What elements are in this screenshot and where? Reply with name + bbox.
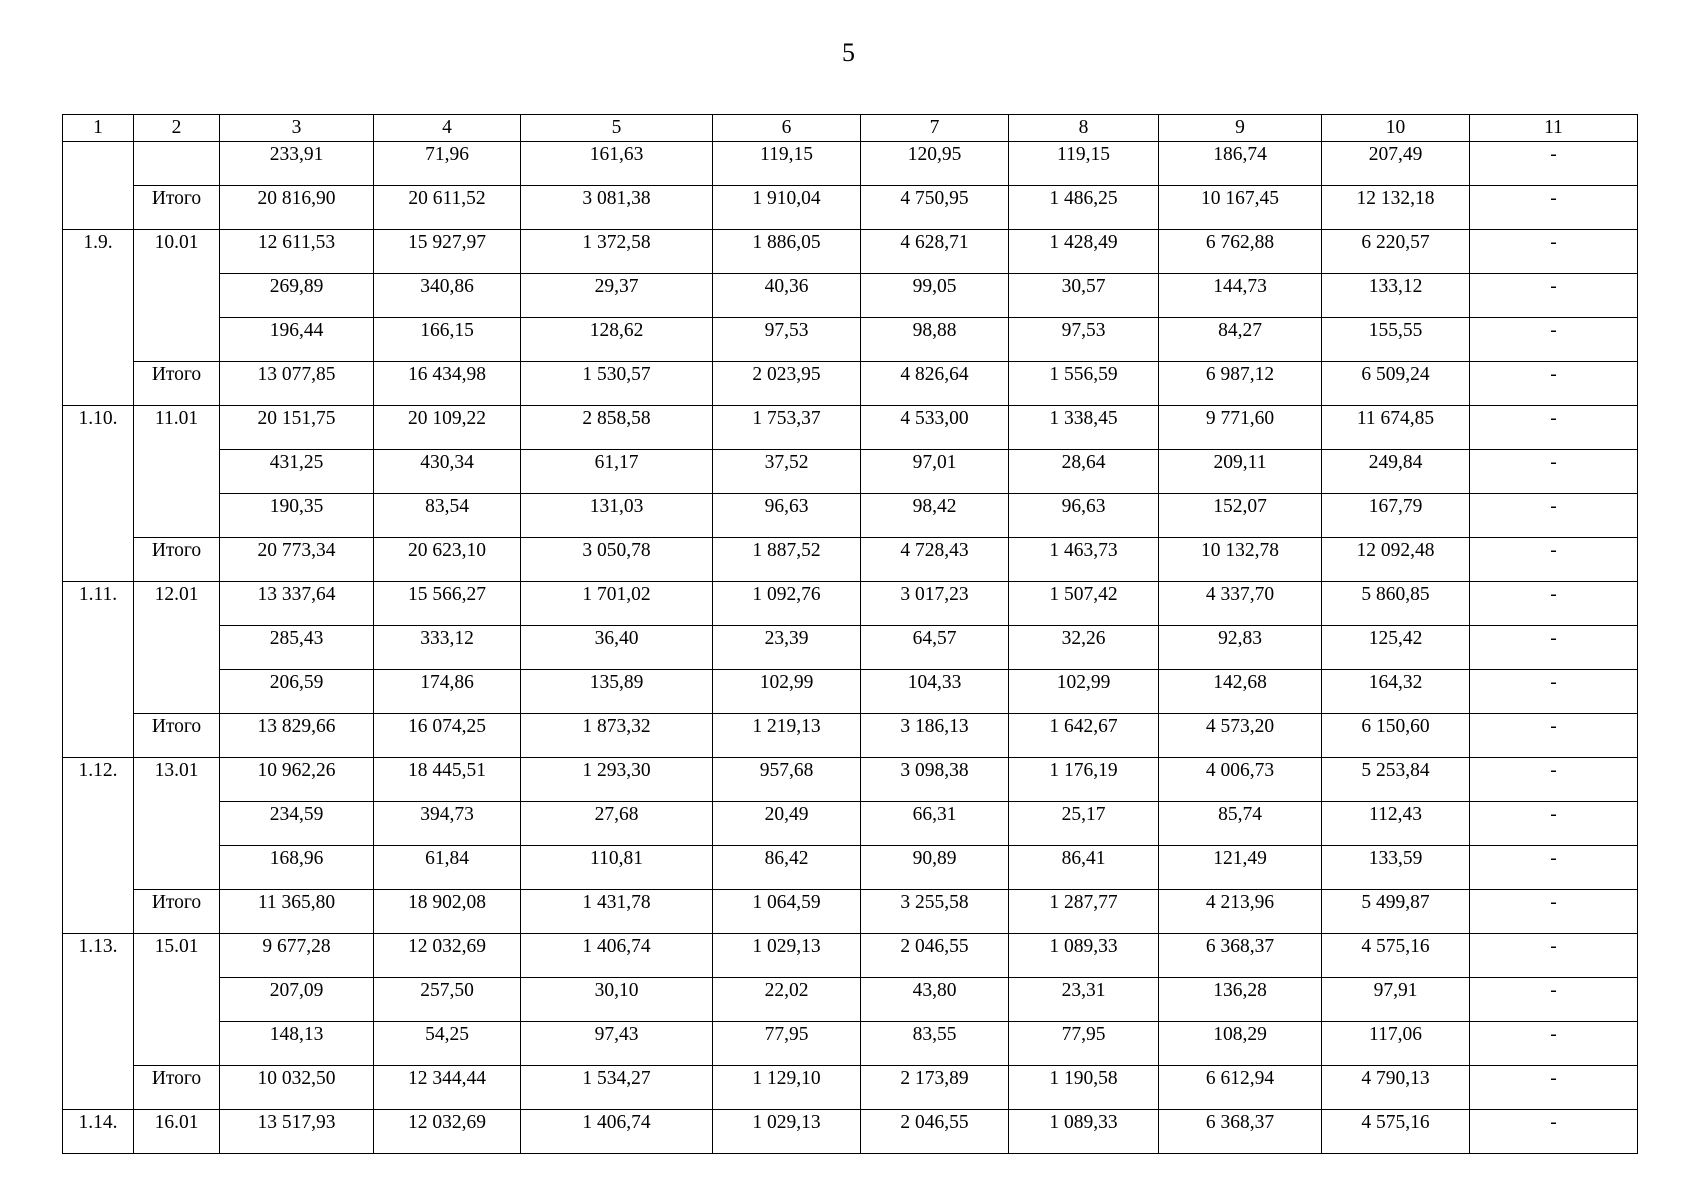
value-cell: 1 219,13 bbox=[713, 714, 861, 758]
value-cell: 6 368,37 bbox=[1159, 934, 1322, 978]
value-cell: 136,28 bbox=[1159, 978, 1322, 1022]
value-cell: 131,03 bbox=[521, 494, 713, 538]
value-cell: 20 773,34 bbox=[220, 538, 374, 582]
value-cell: 1 556,59 bbox=[1009, 362, 1159, 406]
value-cell: 98,42 bbox=[861, 494, 1009, 538]
table-row bbox=[63, 846, 1638, 890]
value-cell: 1 873,32 bbox=[521, 714, 713, 758]
value-cell: 61,17 bbox=[521, 450, 713, 494]
value-cell: 1 293,30 bbox=[521, 758, 713, 802]
column-header: 10 bbox=[1322, 115, 1470, 142]
value-cell: 20 816,90 bbox=[220, 186, 374, 230]
row-number-cell: 1.11. bbox=[63, 582, 134, 758]
value-cell: 20 151,75 bbox=[220, 406, 374, 450]
value-cell: 83,55 bbox=[861, 1022, 1009, 1066]
value-cell: 5 499,87 bbox=[1322, 890, 1470, 934]
code-cell: 11.01 bbox=[134, 406, 220, 538]
column-header: 5 bbox=[521, 115, 713, 142]
total-label-cell: Итого bbox=[134, 538, 220, 582]
value-cell: 4 826,64 bbox=[861, 362, 1009, 406]
value-cell: 121,49 bbox=[1159, 846, 1322, 890]
value-cell: 16 074,25 bbox=[374, 714, 521, 758]
table-row bbox=[63, 230, 1638, 274]
value-cell: - bbox=[1470, 230, 1638, 274]
table-row bbox=[63, 890, 1638, 934]
row-number-cell: 1.14. bbox=[63, 1110, 134, 1154]
value-cell: 190,35 bbox=[220, 494, 374, 538]
value-cell: 64,57 bbox=[861, 626, 1009, 670]
value-cell: 174,86 bbox=[374, 670, 521, 714]
table-row bbox=[63, 406, 1638, 450]
table-row bbox=[63, 582, 1638, 626]
value-cell: - bbox=[1470, 274, 1638, 318]
value-cell: 71,96 bbox=[374, 142, 521, 186]
value-cell: 3 098,38 bbox=[861, 758, 1009, 802]
table-row bbox=[63, 1022, 1638, 1066]
value-cell: 1 753,37 bbox=[713, 406, 861, 450]
value-cell: 186,74 bbox=[1159, 142, 1322, 186]
value-cell: 6 612,94 bbox=[1159, 1066, 1322, 1110]
value-cell: 30,10 bbox=[521, 978, 713, 1022]
value-cell: 1 089,33 bbox=[1009, 1110, 1159, 1154]
value-cell: 77,95 bbox=[713, 1022, 861, 1066]
code-cell: 16.01 bbox=[134, 1110, 220, 1154]
row-number-cell: 1.13. bbox=[63, 934, 134, 1110]
row-number-cell bbox=[63, 142, 134, 230]
value-cell: - bbox=[1470, 758, 1638, 802]
row-number-cell: 1.12. bbox=[63, 758, 134, 934]
value-cell: 135,89 bbox=[521, 670, 713, 714]
value-cell: 90,89 bbox=[861, 846, 1009, 890]
value-cell: 207,09 bbox=[220, 978, 374, 1022]
table-row bbox=[63, 538, 1638, 582]
table-row bbox=[63, 362, 1638, 406]
value-cell: 15 927,97 bbox=[374, 230, 521, 274]
value-cell: - bbox=[1470, 450, 1638, 494]
value-cell: 5 253,84 bbox=[1322, 758, 1470, 802]
value-cell: - bbox=[1470, 538, 1638, 582]
value-cell: 97,43 bbox=[521, 1022, 713, 1066]
value-cell: 133,12 bbox=[1322, 274, 1470, 318]
value-cell: 20,49 bbox=[713, 802, 861, 846]
value-cell: 3 081,38 bbox=[521, 186, 713, 230]
value-cell: - bbox=[1470, 494, 1638, 538]
value-cell: 99,05 bbox=[861, 274, 1009, 318]
value-cell: 4 573,20 bbox=[1159, 714, 1322, 758]
value-cell: 1 176,19 bbox=[1009, 758, 1159, 802]
value-cell: - bbox=[1470, 362, 1638, 406]
value-cell: 43,80 bbox=[861, 978, 1009, 1022]
value-cell: 4 337,70 bbox=[1159, 582, 1322, 626]
value-cell: 1 029,13 bbox=[713, 1110, 861, 1154]
column-header: 6 bbox=[713, 115, 861, 142]
column-header: 2 bbox=[134, 115, 220, 142]
value-cell: 234,59 bbox=[220, 802, 374, 846]
value-cell: 110,81 bbox=[521, 846, 713, 890]
value-cell: 1 431,78 bbox=[521, 890, 713, 934]
value-cell: - bbox=[1470, 934, 1638, 978]
value-cell: 37,52 bbox=[713, 450, 861, 494]
column-header: 9 bbox=[1159, 115, 1322, 142]
value-cell: 206,59 bbox=[220, 670, 374, 714]
value-cell: 4 628,71 bbox=[861, 230, 1009, 274]
value-cell: 12 611,53 bbox=[220, 230, 374, 274]
value-cell: 61,84 bbox=[374, 846, 521, 890]
value-cell: 120,95 bbox=[861, 142, 1009, 186]
value-cell: 97,53 bbox=[713, 318, 861, 362]
value-cell: 957,68 bbox=[713, 758, 861, 802]
value-cell: - bbox=[1470, 670, 1638, 714]
value-cell: 333,12 bbox=[374, 626, 521, 670]
table-row bbox=[63, 934, 1638, 978]
value-cell: - bbox=[1470, 802, 1638, 846]
value-cell: 12 032,69 bbox=[374, 1110, 521, 1154]
value-cell: 4 006,73 bbox=[1159, 758, 1322, 802]
value-cell: 4 728,43 bbox=[861, 538, 1009, 582]
value-cell: 1 338,45 bbox=[1009, 406, 1159, 450]
value-cell: 97,53 bbox=[1009, 318, 1159, 362]
value-cell: 15 566,27 bbox=[374, 582, 521, 626]
value-cell: 83,54 bbox=[374, 494, 521, 538]
value-cell: 144,73 bbox=[1159, 274, 1322, 318]
value-cell: 5 860,85 bbox=[1322, 582, 1470, 626]
value-cell: 4 750,95 bbox=[861, 186, 1009, 230]
value-cell: 96,63 bbox=[1009, 494, 1159, 538]
value-cell: 85,74 bbox=[1159, 802, 1322, 846]
value-cell: 98,88 bbox=[861, 318, 1009, 362]
value-cell: 54,25 bbox=[374, 1022, 521, 1066]
value-cell: 40,36 bbox=[713, 274, 861, 318]
value-cell: 6 987,12 bbox=[1159, 362, 1322, 406]
value-cell: 96,63 bbox=[713, 494, 861, 538]
value-cell: 20 611,52 bbox=[374, 186, 521, 230]
value-cell: 2 046,55 bbox=[861, 1110, 1009, 1154]
code-cell: 12.01 bbox=[134, 582, 220, 714]
value-cell: - bbox=[1470, 626, 1638, 670]
value-cell: 16 434,98 bbox=[374, 362, 521, 406]
table-row bbox=[63, 1110, 1638, 1154]
value-cell: 166,15 bbox=[374, 318, 521, 362]
value-cell: 1 190,58 bbox=[1009, 1066, 1159, 1110]
total-label-cell: Итого bbox=[134, 362, 220, 406]
value-cell: 18 445,51 bbox=[374, 758, 521, 802]
total-label-cell: Итого bbox=[134, 1066, 220, 1110]
value-cell: 25,17 bbox=[1009, 802, 1159, 846]
value-cell: 10 962,26 bbox=[220, 758, 374, 802]
value-cell: 1 530,57 bbox=[521, 362, 713, 406]
value-cell: - bbox=[1470, 714, 1638, 758]
value-cell: 108,29 bbox=[1159, 1022, 1322, 1066]
value-cell: 102,99 bbox=[713, 670, 861, 714]
value-cell: 77,95 bbox=[1009, 1022, 1159, 1066]
value-cell: 29,37 bbox=[521, 274, 713, 318]
total-label-cell: Итого bbox=[134, 186, 220, 230]
value-cell: 1 089,33 bbox=[1009, 934, 1159, 978]
value-cell: 1 092,76 bbox=[713, 582, 861, 626]
value-cell: 3 186,13 bbox=[861, 714, 1009, 758]
value-cell: 148,13 bbox=[220, 1022, 374, 1066]
value-cell: 104,33 bbox=[861, 670, 1009, 714]
table-body bbox=[63, 142, 1638, 1154]
table-row bbox=[63, 142, 1638, 186]
value-cell: - bbox=[1470, 1022, 1638, 1066]
value-cell: 36,40 bbox=[521, 626, 713, 670]
table-row bbox=[63, 714, 1638, 758]
value-cell: 3 255,58 bbox=[861, 890, 1009, 934]
value-cell: 4 790,13 bbox=[1322, 1066, 1470, 1110]
value-cell: 1 486,25 bbox=[1009, 186, 1159, 230]
value-cell: 128,62 bbox=[521, 318, 713, 362]
value-cell: - bbox=[1470, 1066, 1638, 1110]
value-cell: - bbox=[1470, 582, 1638, 626]
column-header: 1 bbox=[63, 115, 134, 142]
value-cell: 161,63 bbox=[521, 142, 713, 186]
value-cell: 86,42 bbox=[713, 846, 861, 890]
value-cell: 28,64 bbox=[1009, 450, 1159, 494]
value-cell: 207,49 bbox=[1322, 142, 1470, 186]
value-cell: 1 372,58 bbox=[521, 230, 713, 274]
value-cell: 2 023,95 bbox=[713, 362, 861, 406]
column-header: 3 bbox=[220, 115, 374, 142]
value-cell: 3 050,78 bbox=[521, 538, 713, 582]
value-cell: 32,26 bbox=[1009, 626, 1159, 670]
value-cell: 13 077,85 bbox=[220, 362, 374, 406]
value-cell: - bbox=[1470, 406, 1638, 450]
value-cell: 6 150,60 bbox=[1322, 714, 1470, 758]
value-cell: 1 463,73 bbox=[1009, 538, 1159, 582]
value-cell: 119,15 bbox=[713, 142, 861, 186]
value-cell: 6 762,88 bbox=[1159, 230, 1322, 274]
value-cell: 9 677,28 bbox=[220, 934, 374, 978]
value-cell: 84,27 bbox=[1159, 318, 1322, 362]
value-cell: 1 129,10 bbox=[713, 1066, 861, 1110]
data-table bbox=[62, 114, 1638, 1154]
value-cell: 12 032,69 bbox=[374, 934, 521, 978]
value-cell: 92,83 bbox=[1159, 626, 1322, 670]
value-cell: 1 406,74 bbox=[521, 934, 713, 978]
value-cell: 20 109,22 bbox=[374, 406, 521, 450]
value-cell: 6 509,24 bbox=[1322, 362, 1470, 406]
table-row bbox=[63, 670, 1638, 714]
value-cell: 12 132,18 bbox=[1322, 186, 1470, 230]
value-cell: 23,39 bbox=[713, 626, 861, 670]
value-cell: 119,15 bbox=[1009, 142, 1159, 186]
value-cell: 12 092,48 bbox=[1322, 538, 1470, 582]
row-number-cell: 1.9. bbox=[63, 230, 134, 406]
table-row bbox=[63, 626, 1638, 670]
value-cell: 10 167,45 bbox=[1159, 186, 1322, 230]
value-cell: 30,57 bbox=[1009, 274, 1159, 318]
column-header: 11 bbox=[1470, 115, 1638, 142]
table-row bbox=[63, 186, 1638, 230]
value-cell: - bbox=[1470, 846, 1638, 890]
page-number: 5 bbox=[842, 38, 855, 67]
value-cell: 20 623,10 bbox=[374, 538, 521, 582]
table-row bbox=[63, 1066, 1638, 1110]
value-cell: 13 829,66 bbox=[220, 714, 374, 758]
value-cell: 6 220,57 bbox=[1322, 230, 1470, 274]
value-cell: 117,06 bbox=[1322, 1022, 1470, 1066]
value-cell: 4 575,16 bbox=[1322, 934, 1470, 978]
value-cell: 13 517,93 bbox=[220, 1110, 374, 1154]
code-cell: 10.01 bbox=[134, 230, 220, 362]
value-cell: 11 365,80 bbox=[220, 890, 374, 934]
row-number-cell: 1.10. bbox=[63, 406, 134, 582]
value-cell: 196,44 bbox=[220, 318, 374, 362]
value-cell: 18 902,08 bbox=[374, 890, 521, 934]
value-cell: 1 406,74 bbox=[521, 1110, 713, 1154]
total-label-cell: Итого bbox=[134, 890, 220, 934]
value-cell: 285,43 bbox=[220, 626, 374, 670]
value-cell: 167,79 bbox=[1322, 494, 1470, 538]
value-cell: 430,34 bbox=[374, 450, 521, 494]
value-cell: 269,89 bbox=[220, 274, 374, 318]
value-cell: 394,73 bbox=[374, 802, 521, 846]
value-cell: 209,11 bbox=[1159, 450, 1322, 494]
table-row bbox=[63, 318, 1638, 362]
value-cell: 1 642,67 bbox=[1009, 714, 1159, 758]
value-cell: 249,84 bbox=[1322, 450, 1470, 494]
value-cell: 86,41 bbox=[1009, 846, 1159, 890]
value-cell: 4 575,16 bbox=[1322, 1110, 1470, 1154]
value-cell: 1 507,42 bbox=[1009, 582, 1159, 626]
value-cell: - bbox=[1470, 318, 1638, 362]
header-row bbox=[63, 115, 1638, 142]
value-cell: 10 032,50 bbox=[220, 1066, 374, 1110]
value-cell: 6 368,37 bbox=[1159, 1110, 1322, 1154]
value-cell: 1 029,13 bbox=[713, 934, 861, 978]
value-cell: 112,43 bbox=[1322, 802, 1470, 846]
value-cell: 4 213,96 bbox=[1159, 890, 1322, 934]
value-cell: 168,96 bbox=[220, 846, 374, 890]
value-cell: 97,01 bbox=[861, 450, 1009, 494]
value-cell: 2 858,58 bbox=[521, 406, 713, 450]
value-cell: 1 534,27 bbox=[521, 1066, 713, 1110]
value-cell: 4 533,00 bbox=[861, 406, 1009, 450]
value-cell: 1 428,49 bbox=[1009, 230, 1159, 274]
value-cell: 1 886,05 bbox=[713, 230, 861, 274]
value-cell: - bbox=[1470, 142, 1638, 186]
value-cell: 10 132,78 bbox=[1159, 538, 1322, 582]
column-header: 8 bbox=[1009, 115, 1159, 142]
table-row bbox=[63, 802, 1638, 846]
value-cell: 2 046,55 bbox=[861, 934, 1009, 978]
value-cell: 142,68 bbox=[1159, 670, 1322, 714]
value-cell: 97,91 bbox=[1322, 978, 1470, 1022]
value-cell: 1 887,52 bbox=[713, 538, 861, 582]
value-cell: 257,50 bbox=[374, 978, 521, 1022]
value-cell: 102,99 bbox=[1009, 670, 1159, 714]
code-cell bbox=[134, 142, 220, 186]
value-cell: 233,91 bbox=[220, 142, 374, 186]
value-cell: - bbox=[1470, 186, 1638, 230]
value-cell: 1 064,59 bbox=[713, 890, 861, 934]
value-cell: 27,68 bbox=[521, 802, 713, 846]
value-cell: 23,31 bbox=[1009, 978, 1159, 1022]
value-cell: 12 344,44 bbox=[374, 1066, 521, 1110]
code-cell: 13.01 bbox=[134, 758, 220, 890]
table-row bbox=[63, 978, 1638, 1022]
value-cell: 2 173,89 bbox=[861, 1066, 1009, 1110]
value-cell: 13 337,64 bbox=[220, 582, 374, 626]
total-label-cell: Итого bbox=[134, 714, 220, 758]
table-row bbox=[63, 274, 1638, 318]
value-cell: 155,55 bbox=[1322, 318, 1470, 362]
table-row bbox=[63, 450, 1638, 494]
value-cell: - bbox=[1470, 978, 1638, 1022]
value-cell: 11 674,85 bbox=[1322, 406, 1470, 450]
value-cell: 1 910,04 bbox=[713, 186, 861, 230]
value-cell: 9 771,60 bbox=[1159, 406, 1322, 450]
value-cell: 164,32 bbox=[1322, 670, 1470, 714]
value-cell: 431,25 bbox=[220, 450, 374, 494]
value-cell: 66,31 bbox=[861, 802, 1009, 846]
code-cell: 15.01 bbox=[134, 934, 220, 1066]
value-cell: 125,42 bbox=[1322, 626, 1470, 670]
value-cell: - bbox=[1470, 890, 1638, 934]
value-cell: 152,07 bbox=[1159, 494, 1322, 538]
value-cell: 3 017,23 bbox=[861, 582, 1009, 626]
column-header: 7 bbox=[861, 115, 1009, 142]
table-row bbox=[63, 758, 1638, 802]
value-cell: 1 287,77 bbox=[1009, 890, 1159, 934]
column-header: 4 bbox=[374, 115, 521, 142]
value-cell: 133,59 bbox=[1322, 846, 1470, 890]
value-cell: 340,86 bbox=[374, 274, 521, 318]
table-row bbox=[63, 494, 1638, 538]
value-cell: - bbox=[1470, 1110, 1638, 1154]
value-cell: 1 701,02 bbox=[521, 582, 713, 626]
value-cell: 22,02 bbox=[713, 978, 861, 1022]
